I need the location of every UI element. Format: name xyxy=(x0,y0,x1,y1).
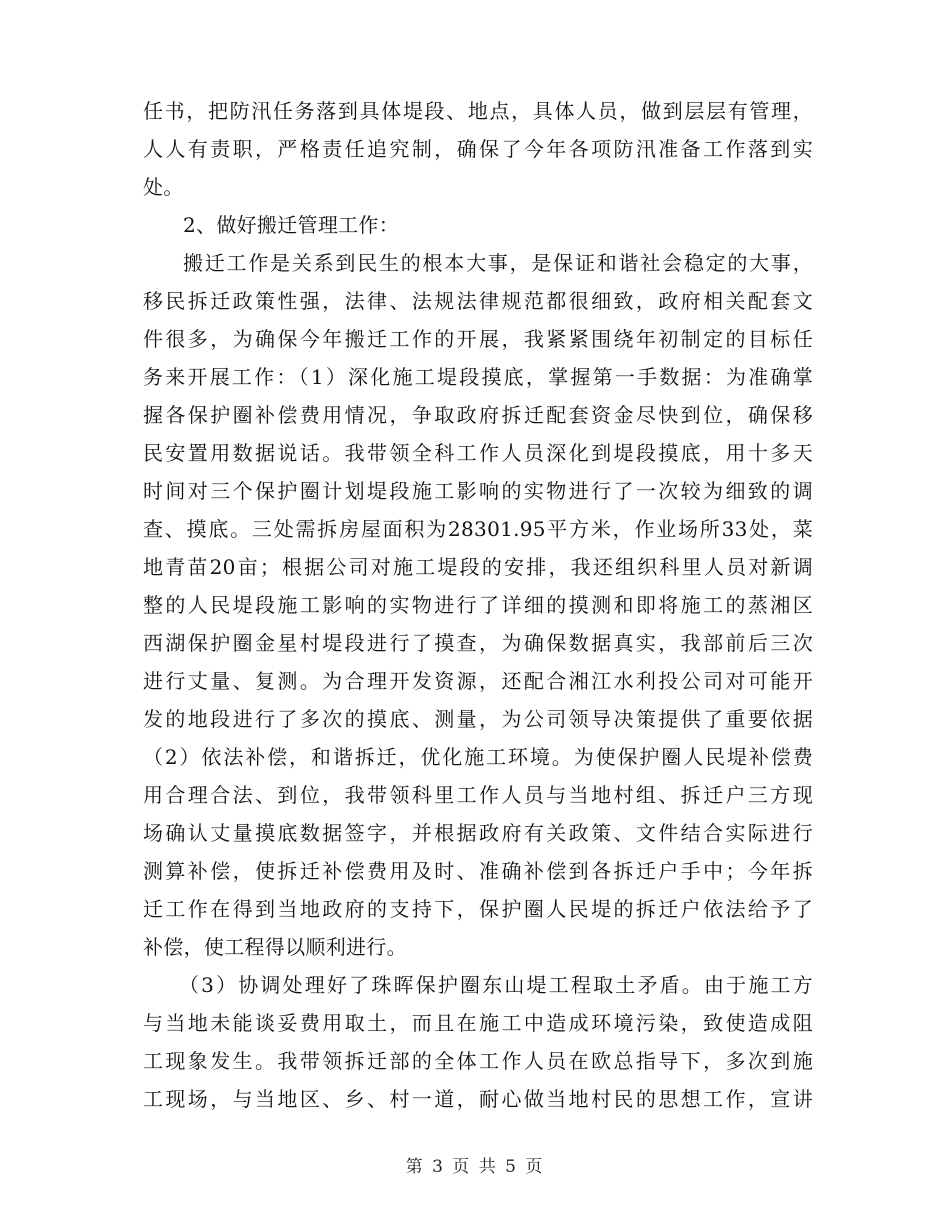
text-line: 西湖保护圈金星村堤段进行了摸查，为确保数据真实，我部前后三次 xyxy=(143,631,813,655)
page-footer: 第 3 页 共 5 页 xyxy=(405,1157,545,1177)
text-line: 处。 xyxy=(143,175,184,199)
text-line: （3）协调处理好了珠晖保护圈东山堤工程取土矛盾。由于施工方 xyxy=(179,973,813,997)
text-line: 整的人民堤段施工影响的实物进行了详细的摸测和即将施工的蒸湘区 xyxy=(143,593,813,617)
text-line: 进行丈量、复测。为合理开发资源，还配合湘江水利投公司对可能开 xyxy=(143,669,813,693)
text-line: 人人有责职，严格责任追究制，确保了今年各项防汛准备工作落到实 xyxy=(143,137,813,161)
text-line: 查、摸底。三处需拆房屋面积为28301.95平方米，作业场所33处，菜 xyxy=(143,517,813,541)
text-line: 搬迁工作是关系到民生的根本大事，是保证和谐社会稳定的大事， xyxy=(183,251,813,275)
text-line: 场确认丈量摸底数据签字，并根据政府有关政策、文件结合实际进行 xyxy=(143,821,813,845)
text-line: 补偿，使工程得以顺利进行。 xyxy=(143,935,407,959)
document-body xyxy=(143,92,813,1118)
text-line: 与当地未能谈妥费用取土，而且在施工中造成环境污染，致使造成阻 xyxy=(143,1011,813,1035)
text-line: 工现象发生。我带领拆迁部的全体工作人员在欧总指导下，多次到施 xyxy=(143,1049,813,1073)
text-line: 测算补偿，使拆迁补偿费用及时、准确补偿到各拆迁户手中；今年拆 xyxy=(143,859,813,883)
text-line: （2）依法补偿，和谐拆迁，优化施工环境。为使保护圈人民堤补偿费 xyxy=(143,745,813,769)
text-line: 时间对三个保护圈计划堤段施工影响的实物进行了一次较为细致的调 xyxy=(143,479,813,503)
text-line: 迁工作在得到当地政府的支持下，保护圈人民堤的拆迁户依法给予了 xyxy=(143,897,813,921)
text-line: 民安置用数据说话。我带领全科工作人员深化到堤段摸底，用十多天 xyxy=(143,441,813,465)
text-line: 发的地段进行了多次的摸底、测量，为公司领导决策提供了重要依据 xyxy=(143,707,813,731)
text-line: 握各保护圈补偿费用情况，争取政府拆迁配套资金尽快到位，确保移 xyxy=(143,403,813,427)
text-line: 地青苗20亩；根据公司对施工堤段的安排，我还组织科里人员对新调 xyxy=(143,555,813,579)
text-line: 用合理合法、到位，我带领科里工作人员与当地村组、拆迁户三方现 xyxy=(143,783,813,807)
text-line: 件很多，为确保今年搬迁工作的开展，我紧紧围绕年初制定的目标任 xyxy=(143,327,813,351)
text-line: 工现场，与当地区、乡、村一道，耐心做当地村民的思想工作，宣讲 xyxy=(143,1087,813,1111)
text-line: 移民拆迁政策性强，法律、法规法律规范都很细致，政府相关配套文 xyxy=(143,289,813,313)
text-line: 务来开展工作：（1）深化施工堤段摸底，掌握第一手数据：为准确掌 xyxy=(143,365,813,389)
text-line: 2、做好搬迁管理工作： xyxy=(183,213,400,237)
text-line: 任书，把防汛任务落到具体堤段、地点，具体人员，做到层层有管理， xyxy=(143,99,813,123)
